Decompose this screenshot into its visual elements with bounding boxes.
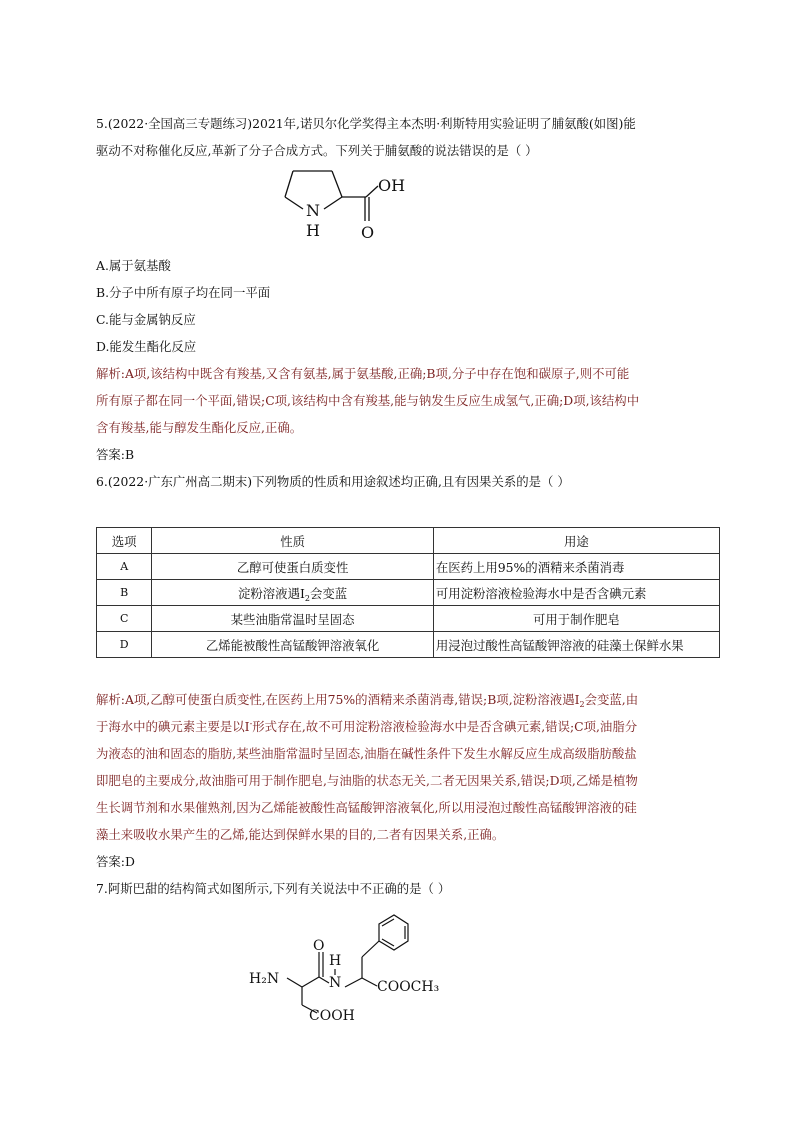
row-option: B	[97, 580, 152, 606]
proline-structure	[282, 166, 422, 246]
q6-analysis-line5: 生长调节剂和水果催熟剂,因为乙烯能被酸性高锰酸钾溶液氧化,所以用浸泡过酸性高锰酸钾溶液的硅	[96, 800, 637, 815]
row-property: 乙醇可使蛋白质变性	[152, 554, 433, 580]
amide-nitrogen-label: N	[329, 975, 342, 991]
q5-stem-line2: 驱动不对称催化反应,革新了分子合成方式。下列关于脯氨酸的说法错误的是（ ）	[96, 143, 538, 158]
carbonyl-oxygen-label: O	[313, 938, 325, 954]
row-use: 可用淀粉溶液检验海水中是否含碘元素	[433, 580, 719, 606]
q6-answer: 答案:D	[96, 854, 135, 869]
carbonyl-oxygen-label: O	[361, 223, 375, 242]
table-row	[97, 580, 720, 606]
row-option: C	[97, 606, 152, 632]
q5-option-c: C.能与金属钠反应	[96, 312, 196, 327]
q5-stem-line1: 5.(2022·全国高三专题练习)2021年,诺贝尔化学奖得主本杰明·利斯特用实验证明了脯氨酸(如图)能	[96, 116, 636, 131]
q5-analysis-line2: 所有原子都在同一个平面,错误;C项,该结构中含有羧基,能与钠发生反应生成氢气,正确;D项,该结构中	[96, 393, 640, 408]
q6-analysis-line3: 为液态的油和固态的脂肪,某些油脂常温时呈固态,油脂在碱性条件下发生水解反应生成高级脂肪酸盐	[96, 746, 637, 761]
amine-label: H₂N	[249, 971, 280, 987]
q5-analysis-line1: 解析:A项,该结构中既含有羧基,又含有氨基,属于氨基酸,正确;B项,分子中存在饱和碳原子,则不可能	[96, 366, 630, 381]
table-row	[97, 554, 720, 580]
q6-stem: 6.(2022·广东广州高二期末)下列物质的性质和用途叙述均正确,且有因果关系的是（ ）	[96, 474, 570, 489]
nitrogen-label: N	[306, 201, 320, 220]
nh-hydrogen-label: H	[329, 953, 342, 969]
nh-hydrogen-label: H	[306, 221, 320, 240]
row-property: 淀粉溶液遇$I_2$会变蓝	[152, 580, 433, 606]
q6-analysis-line6: 藻土来吸收水果产生的乙烯,能达到保鲜水果的目的,二者有因果关系,正确。	[96, 827, 505, 842]
q6-analysis-line2: 于海水中的碘元素主要是以I-形式存在,故不可用淀粉溶液检验海水中是否含碘元素,错误;C项,油脂分	[96, 719, 638, 734]
q5-option-a: A.属于氨基酸	[96, 258, 171, 273]
q6-analysis-line4: 即肥皂的主要成分,故油脂可用于制作肥皂,与油脂的状态无关,二者无因果关系,错误;D项,乙烯是植物	[96, 773, 638, 788]
table-row	[97, 632, 720, 658]
row-property: 乙烯能被酸性高锰酸钾溶液氧化	[152, 632, 433, 658]
q7-stem: 7.阿斯巴甜的结构简式如图所示,下列有关说法中不正确的是（ ）	[96, 881, 451, 896]
table-row	[97, 606, 720, 632]
hydroxyl-label: OH	[378, 176, 406, 195]
row-property: 某些油脂常温时呈固态	[152, 606, 433, 632]
q6-property-table	[96, 527, 720, 658]
header-use: 用途	[433, 528, 719, 554]
q5-option-d: D.能发生酯化反应	[96, 339, 197, 354]
row-option: D	[97, 632, 152, 658]
header-property: 性质	[152, 528, 433, 554]
q5-analysis-line3: 含有羧基,能与醇发生酯化反应,正确。	[96, 420, 303, 435]
row-use: 可用于制作肥皂	[433, 606, 719, 632]
q5-answer: 答案:B	[96, 447, 135, 462]
q5-option-b: B.分子中所有原子均在同一平面	[96, 285, 271, 300]
header-option: 选项	[97, 528, 152, 554]
q6-analysis-line1: 解析:A项,乙醇可使蛋白质变性,在医药上用75%的酒精来杀菌消毒,错误;B项,淀粉溶液遇$I_2$会变蓝,由	[96, 692, 639, 709]
aspartame-structure	[247, 905, 457, 1030]
table-header-row	[97, 528, 720, 554]
row-use: 用浸泡过酸性高锰酸钾溶液的硅藻土保鲜水果	[433, 632, 719, 658]
row-option: A	[97, 554, 152, 580]
methyl-ester-label: COOCH₃	[377, 979, 440, 995]
carboxyl-label: COOH	[309, 1008, 355, 1024]
row-use: 在医药上用95%的酒精来杀菌消毒	[433, 554, 719, 580]
